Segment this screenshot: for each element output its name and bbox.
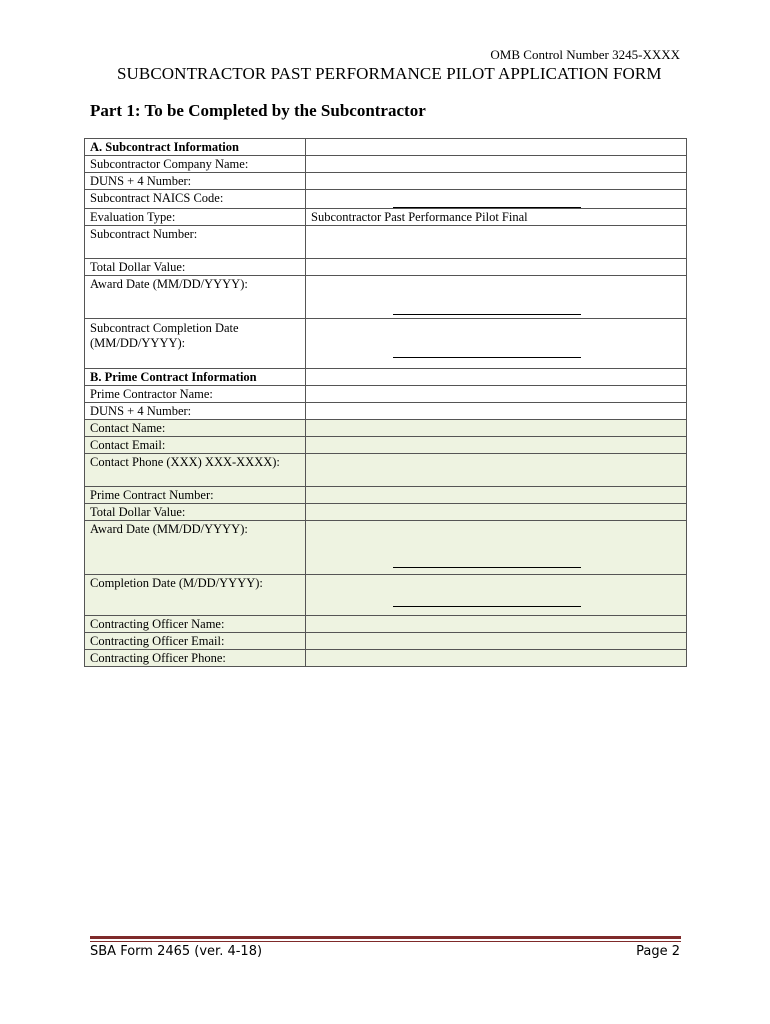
section-b-heading: B. Prime Contract Information: [85, 369, 306, 386]
field-contracting-officer-phone[interactable]: [306, 650, 687, 667]
label-subcontractor-duns: DUNS + 4 Number:: [85, 173, 306, 190]
footer-rule: [90, 936, 681, 939]
field-contracting-officer-name[interactable]: [306, 616, 687, 633]
section-a-heading-blank: [306, 139, 687, 156]
field-contact-phone[interactable]: [306, 454, 687, 487]
label-prime-duns: DUNS + 4 Number:: [85, 403, 306, 420]
field-naics-code[interactable]: [306, 190, 687, 209]
naics-underline: [393, 192, 581, 208]
field-prime-completion-date[interactable]: [306, 575, 687, 616]
footer-form-number: SBA Form 2465 (ver. 4-18): [90, 944, 263, 959]
label-contracting-officer-name: Contracting Officer Name:: [85, 616, 306, 633]
field-prime-contract-number[interactable]: [306, 487, 687, 504]
evaluation-type-value: Subcontractor Past Performance Pilot Final: [311, 210, 528, 224]
label-contact-name: Contact Name:: [85, 420, 306, 437]
part-title: Part 1: To be Completed by the Subcontractor: [90, 101, 426, 120]
award-date-underline: [393, 299, 581, 315]
section-a-heading: A. Subcontract Information: [85, 139, 306, 156]
field-contact-email[interactable]: [306, 437, 687, 454]
field-subcontract-award-date[interactable]: [306, 276, 687, 319]
label-subcontract-number: Subcontract Number:: [85, 226, 306, 259]
label-prime-award-date: Award Date (MM/DD/YYYY):: [85, 521, 306, 575]
field-prime-total-dollar[interactable]: [306, 504, 687, 521]
field-contact-name[interactable]: [306, 420, 687, 437]
label-prime-contractor-name: Prime Contractor Name:: [85, 386, 306, 403]
footer-page-number: Page 2: [636, 944, 680, 959]
label-subcontract-award-date: Award Date (MM/DD/YYYY):: [85, 276, 306, 319]
completion-date-underline: [393, 342, 581, 358]
label-prime-contract-number: Prime Contract Number:: [85, 487, 306, 504]
label-naics-code: Subcontract NAICS Code:: [85, 190, 306, 209]
field-subcontract-number[interactable]: [306, 226, 687, 259]
field-subcontract-total-dollar[interactable]: [306, 259, 687, 276]
footer-rule-thin: [90, 941, 681, 942]
field-subcontractor-company-name[interactable]: [306, 156, 687, 173]
prime-completion-date-underline: [393, 591, 581, 607]
field-prime-duns[interactable]: [306, 403, 687, 420]
field-prime-contractor-name[interactable]: [306, 386, 687, 403]
field-subcontractor-duns[interactable]: [306, 173, 687, 190]
prime-award-date-underline: [393, 552, 581, 568]
label-evaluation-type: Evaluation Type:: [85, 209, 306, 226]
field-subcontract-completion-date[interactable]: [306, 319, 687, 369]
label-contact-phone: Contact Phone (XXX) XXX-XXXX):: [85, 454, 306, 487]
field-evaluation-type[interactable]: [306, 209, 687, 226]
omb-control-number: OMB Control Number 3245-XXXX: [490, 47, 680, 62]
label-contact-email: Contact Email:: [85, 437, 306, 454]
field-contracting-officer-email[interactable]: [306, 633, 687, 650]
application-form-table: [84, 138, 687, 667]
label-subcontract-total-dollar: Total Dollar Value:: [85, 259, 306, 276]
field-prime-award-date[interactable]: [306, 521, 687, 575]
label-subcontractor-company-name: Subcontractor Company Name:: [85, 156, 306, 173]
label-contracting-officer-phone: Contracting Officer Phone:: [85, 650, 306, 667]
section-b-heading-blank: [306, 369, 687, 386]
label-prime-total-dollar: Total Dollar Value:: [85, 504, 306, 521]
label-prime-completion-date: Completion Date (M/DD/YYYY):: [85, 575, 306, 616]
label-contracting-officer-email: Contracting Officer Email:: [85, 633, 306, 650]
label-subcontract-completion-date: Subcontract Completion Date (MM/DD/YYYY):: [85, 319, 306, 369]
form-title: SUBCONTRACTOR PAST PERFORMANCE PILOT APPLICATION FORM: [117, 64, 662, 83]
